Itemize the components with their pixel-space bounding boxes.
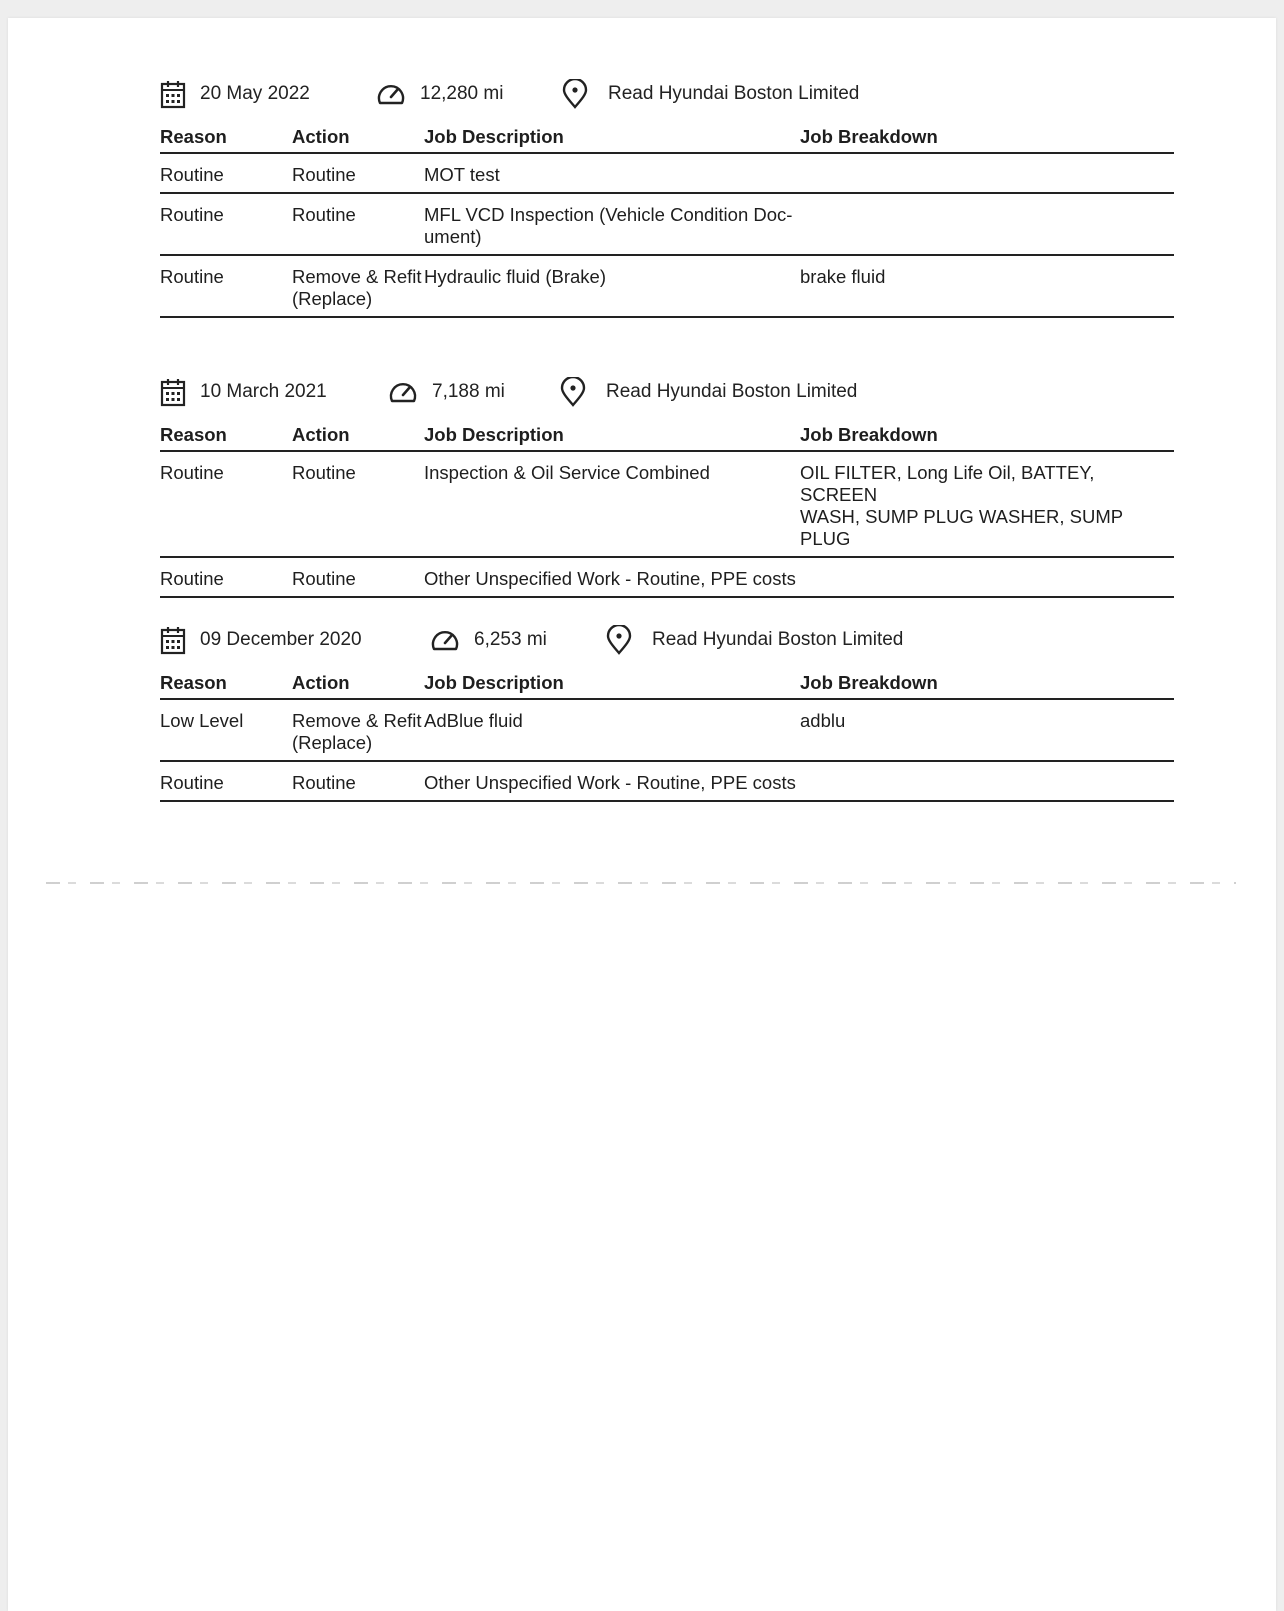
- action-column-header: Action: [292, 120, 424, 154]
- action-cell: Routine: [292, 558, 424, 598]
- job-breakdown-column-header: Job Breakdown: [800, 666, 1174, 700]
- action-column-header: Action: [292, 418, 424, 452]
- document-page: [8, 18, 1276, 1611]
- service-date: 20 May 2022: [200, 83, 310, 104]
- reason-column-header: Reason: [160, 418, 292, 452]
- job-breakdown-cell: [800, 558, 1174, 598]
- action-column-header: Action: [292, 666, 424, 700]
- reason-column-header: Reason: [160, 120, 292, 154]
- reason-cell: Routine: [160, 452, 292, 558]
- service-date: 09 December 2020: [200, 629, 362, 650]
- service-mileage: 6,253 mi: [474, 629, 547, 650]
- scan-artifact-line: [46, 882, 1236, 884]
- record-header: [160, 374, 1174, 418]
- job-breakdown-cell: adblu: [800, 700, 1174, 762]
- job-description-column-header: Job Description: [424, 120, 800, 154]
- service-date: 10 March 2021: [200, 381, 327, 402]
- job-breakdown-cell: [800, 762, 1174, 802]
- service-location: Read Hyundai Boston Limited: [606, 381, 858, 402]
- date-field: [160, 622, 362, 658]
- action-cell: Routine: [292, 194, 424, 256]
- location-field: [562, 76, 859, 112]
- action-cell: Remove & Refit (Replace): [292, 700, 424, 762]
- job-description-column-header: Job Description: [424, 418, 800, 452]
- job-description-cell: Other Unspecified Work - Routine, PPE costs: [424, 558, 800, 598]
- speedometer-icon: [388, 379, 418, 405]
- date-field: [160, 374, 327, 410]
- job-breakdown-cell: [800, 194, 1174, 256]
- service-table: [160, 666, 1174, 802]
- mileage-field: [388, 374, 505, 410]
- service-record: [160, 622, 1174, 802]
- job-description-column-header: Job Description: [424, 666, 800, 700]
- job-breakdown-column-header: Job Breakdown: [800, 120, 1174, 154]
- map-pin-icon: [562, 79, 588, 109]
- job-description-cell: MFL VCD Inspection (Vehicle Condition Doc- ument): [424, 194, 800, 256]
- service-table: [160, 418, 1174, 598]
- service-record: [160, 374, 1174, 598]
- service-location: Read Hyundai Boston Limited: [608, 83, 860, 104]
- job-breakdown-cell: [800, 154, 1174, 194]
- service-location: Read Hyundai Boston Limited: [652, 629, 904, 650]
- reason-cell: Routine: [160, 256, 292, 318]
- calendar-icon: [160, 79, 186, 109]
- date-field: [160, 76, 310, 112]
- job-description-cell: Hydraulic fluid (Brake): [424, 256, 800, 318]
- speedometer-icon: [430, 627, 460, 653]
- calendar-icon: [160, 625, 186, 655]
- action-cell: Remove & Refit (Replace): [292, 256, 424, 318]
- map-pin-icon: [560, 377, 586, 407]
- reason-cell: Routine: [160, 194, 292, 256]
- action-cell: Routine: [292, 452, 424, 558]
- record-header: [160, 622, 1174, 666]
- service-record: [160, 76, 1174, 318]
- speedometer-icon: [376, 81, 406, 107]
- action-cell: Routine: [292, 154, 424, 194]
- calendar-icon: [160, 377, 186, 407]
- service-mileage: 12,280 mi: [420, 83, 504, 104]
- record-header: [160, 76, 1174, 120]
- reason-cell: Routine: [160, 154, 292, 194]
- job-breakdown-cell: brake fluid: [800, 256, 1174, 318]
- service-table: [160, 120, 1174, 318]
- reason-cell: Routine: [160, 762, 292, 802]
- job-description-cell: Inspection & Oil Service Combined: [424, 452, 800, 558]
- map-pin-icon: [606, 625, 632, 655]
- job-description-cell: Other Unspecified Work - Routine, PPE costs: [424, 762, 800, 802]
- location-field: [560, 374, 857, 410]
- job-breakdown-cell: OIL FILTER, Long Life Oil, BATTEY, SCREEN WASH, SUMP PLUG WASHER, SUMP PLUG: [800, 452, 1174, 558]
- job-description-cell: MOT test: [424, 154, 800, 194]
- location-field: [606, 622, 903, 658]
- service-mileage: 7,188 mi: [432, 381, 505, 402]
- mileage-field: [376, 76, 503, 112]
- action-cell: Routine: [292, 762, 424, 802]
- reason-column-header: Reason: [160, 666, 292, 700]
- mileage-field: [430, 622, 547, 658]
- reason-cell: Low Level: [160, 700, 292, 762]
- job-breakdown-column-header: Job Breakdown: [800, 418, 1174, 452]
- job-description-cell: AdBlue fluid: [424, 700, 800, 762]
- reason-cell: Routine: [160, 558, 292, 598]
